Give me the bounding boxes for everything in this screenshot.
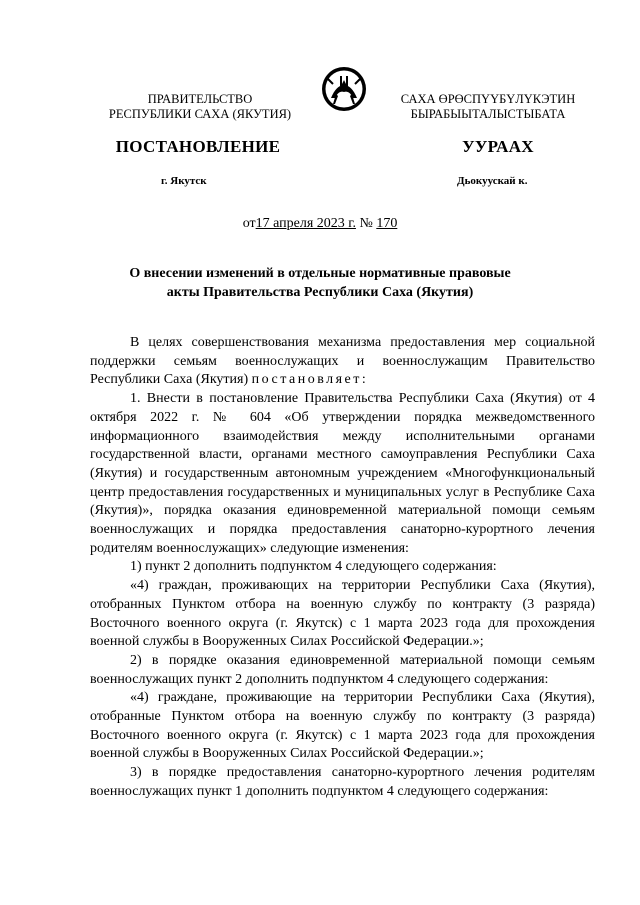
- number-sign: №: [359, 216, 373, 231]
- header-left: [80, 92, 320, 122]
- date-prefix: от: [242, 216, 256, 231]
- title-line2: акты Правительства Республики Саха (Якутия): [166, 285, 474, 300]
- paragraph-quote-1: «4) граждан, проживающих на территории Республики Саха (Якутия), отобранных Пунктом отбора на военную службу по контракту (3 разряда) Восточного военного округа (г. Якутск) с 1 марта 2023 года для прохождения военной службы в Вооруженных Силах Российской Федерации.»;: [90, 578, 595, 650]
- paragraph-subitem-1: 1) пункт 2 дополнить подпунктом 4 следующего содержания:: [130, 559, 497, 575]
- city-yakut: Дьокуускай к.: [457, 175, 528, 187]
- doc-type-yakut: УУРААХ: [462, 137, 534, 156]
- preamble-text: В целях совершенствования механизма предоставления мер социальной поддержки семьям военнослужащих и военнослужащим Правительство Республики Саха (Якутия): [90, 335, 595, 388]
- coat-of-arms-icon: [319, 64, 369, 112]
- paragraph-quote-2: «4) граждане, проживающие на территории Республики Саха (Якутия), отобранные Пунктом отбора на военную службу по контракту (3 разряда) Восточного военного округа (г. Якутск) с 1 марта 2023 года для прохождения военной службы в Вооруженных Силах Российской Федерации.»;: [90, 690, 595, 762]
- header-left-line1: ПРАВИТЕЛЬСТВО: [147, 92, 253, 106]
- city-russian: г. Якутск: [161, 175, 207, 187]
- paragraph-preamble: [90, 334, 595, 390]
- paragraph-subitem-2: 2) в порядке оказания единовременной материальной помощи семьям военнослужащих пункт 2 дополнить подпунктом 4 следующего содержания:: [90, 652, 595, 687]
- header-right-line2: БЫРАБЫЫТАЛЫСТЫБАТА: [410, 107, 566, 121]
- paragraph-item-1: 1. Внести в постановление Правительства Республики Саха (Якутия) от 4 октября 2022 г. № 604 «Об утверждении порядка межведомственного информационного взаимодействия между исполнительными органами государственной власти, органами местного самоуправления Республики Саха (Якутия) и государственным автономным учреждением «Многофункциональный центр предоставления государственных и муниципальных услуг в Республике Саха (Якутия)», порядка оказания единовременной материальной помощи семьям военнослужащих и порядка предоставления санаторно-курортного лечения родителям военнослужащих» следующие изменения:: [90, 391, 595, 556]
- document-date: 17 апреля 2023 г.: [255, 216, 356, 231]
- title-line1: О внесении изменений в отдельные нормативные правовые: [129, 266, 511, 281]
- doc-type-russian: ПОСТАНОВЛЕНИЕ: [115, 137, 281, 156]
- document-body: [90, 334, 595, 802]
- header-right-line1: САХА ӨРӨСПҮҮБҮЛҮКЭТИН: [400, 92, 576, 106]
- preamble-end: :: [361, 372, 366, 388]
- date-line: [0, 216, 640, 232]
- document-number: 170: [376, 216, 398, 231]
- header-right: [378, 92, 598, 122]
- document-title: [80, 264, 560, 302]
- header-left-line2: РЕСПУБЛИКИ САХА (ЯКУТИЯ): [108, 107, 292, 121]
- preamble-decree-word: постановляет: [251, 372, 362, 388]
- paragraph-subitem-3: 3) в порядке предоставления санаторно-курортного лечения родителям военнослужащих пункт 1 дополнить подпунктом 4 следующего содержания:: [90, 765, 595, 799]
